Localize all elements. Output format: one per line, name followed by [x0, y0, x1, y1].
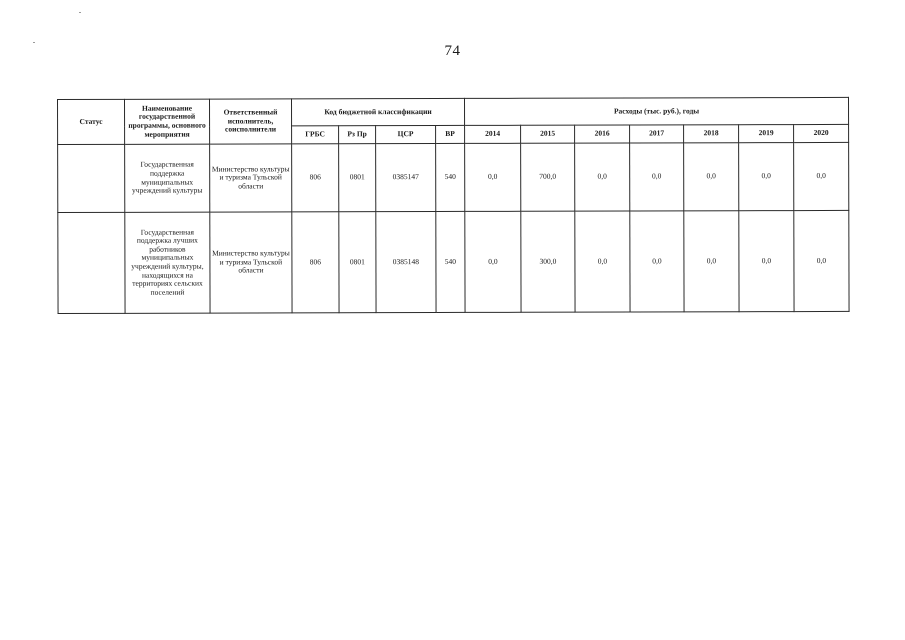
table-row — [58, 142, 849, 212]
scan-artifact — [79, 12, 81, 13]
row-program: Государственная поддержка лучших работников муниципальных учреждений культуры, находящихся на территориях сельских поселений — [125, 212, 210, 313]
row-program: Государственная поддержка муниципальных учреждений культуры — [125, 144, 210, 212]
row-value-2017: 0,0 — [630, 211, 684, 312]
header-program: Наименование государственной программы, основного мероприятия — [125, 99, 210, 144]
header-year-2016: 2016 — [575, 125, 630, 143]
row-value-2015: 300,0 — [521, 211, 575, 312]
row-value-2016: 0,0 — [575, 143, 630, 211]
table-header — [58, 97, 849, 144]
row-responsible: Министерство культуры и туризма Тульской области — [210, 144, 292, 212]
header-year-2014: 2014 — [465, 125, 521, 143]
header-budget-code: Код бюджетной классификации — [292, 98, 465, 125]
row-value-2019: 0,0 — [739, 211, 794, 312]
row-vr: 540 — [436, 143, 465, 211]
row-value-2016: 0,0 — [575, 211, 630, 312]
row-value-2018: 0,0 — [684, 143, 739, 211]
budget-table — [57, 97, 850, 314]
row-value-2014: 0,0 — [465, 143, 521, 211]
header-responsible: Ответственный исполнитель, соисполнители — [210, 99, 292, 144]
header-year-2019: 2019 — [739, 125, 794, 143]
row-csr: 0385148 — [376, 212, 436, 313]
header-grbs: ГРБС — [292, 126, 339, 144]
header-year-2017: 2017 — [630, 125, 684, 143]
header-vr: ВР — [436, 125, 465, 143]
row-status — [58, 144, 125, 212]
header-row-top — [58, 97, 849, 126]
table-row — [58, 210, 849, 313]
header-year-2018: 2018 — [684, 125, 739, 143]
header-rzpr: Рз Пр — [339, 126, 376, 144]
row-vr: 540 — [436, 211, 465, 312]
row-rzpr: 0801 — [339, 144, 376, 212]
row-value-2020: 0,0 — [794, 142, 849, 210]
row-value-2014: 0,0 — [465, 211, 521, 312]
row-grbs: 806 — [292, 212, 339, 313]
header-expenses: Расходы (тыс. руб.), годы — [464, 97, 848, 125]
header-csr: ЦСР — [376, 126, 436, 144]
header-year-2015: 2015 — [521, 125, 575, 143]
row-status — [58, 212, 125, 313]
row-rzpr: 0801 — [339, 212, 376, 313]
row-value-2019: 0,0 — [739, 143, 794, 211]
row-value-2015: 700,0 — [521, 143, 575, 211]
page-number: 74 — [444, 43, 461, 59]
row-csr: 0385147 — [376, 144, 436, 212]
header-year-2020: 2020 — [794, 124, 849, 142]
row-responsible: Министерство культуры и туризма Тульской области — [210, 212, 292, 313]
header-status: Статус — [58, 99, 125, 144]
row-value-2020: 0,0 — [794, 210, 849, 311]
row-value-2017: 0,0 — [630, 143, 684, 211]
row-value-2018: 0,0 — [684, 211, 739, 312]
row-grbs: 806 — [292, 144, 339, 212]
